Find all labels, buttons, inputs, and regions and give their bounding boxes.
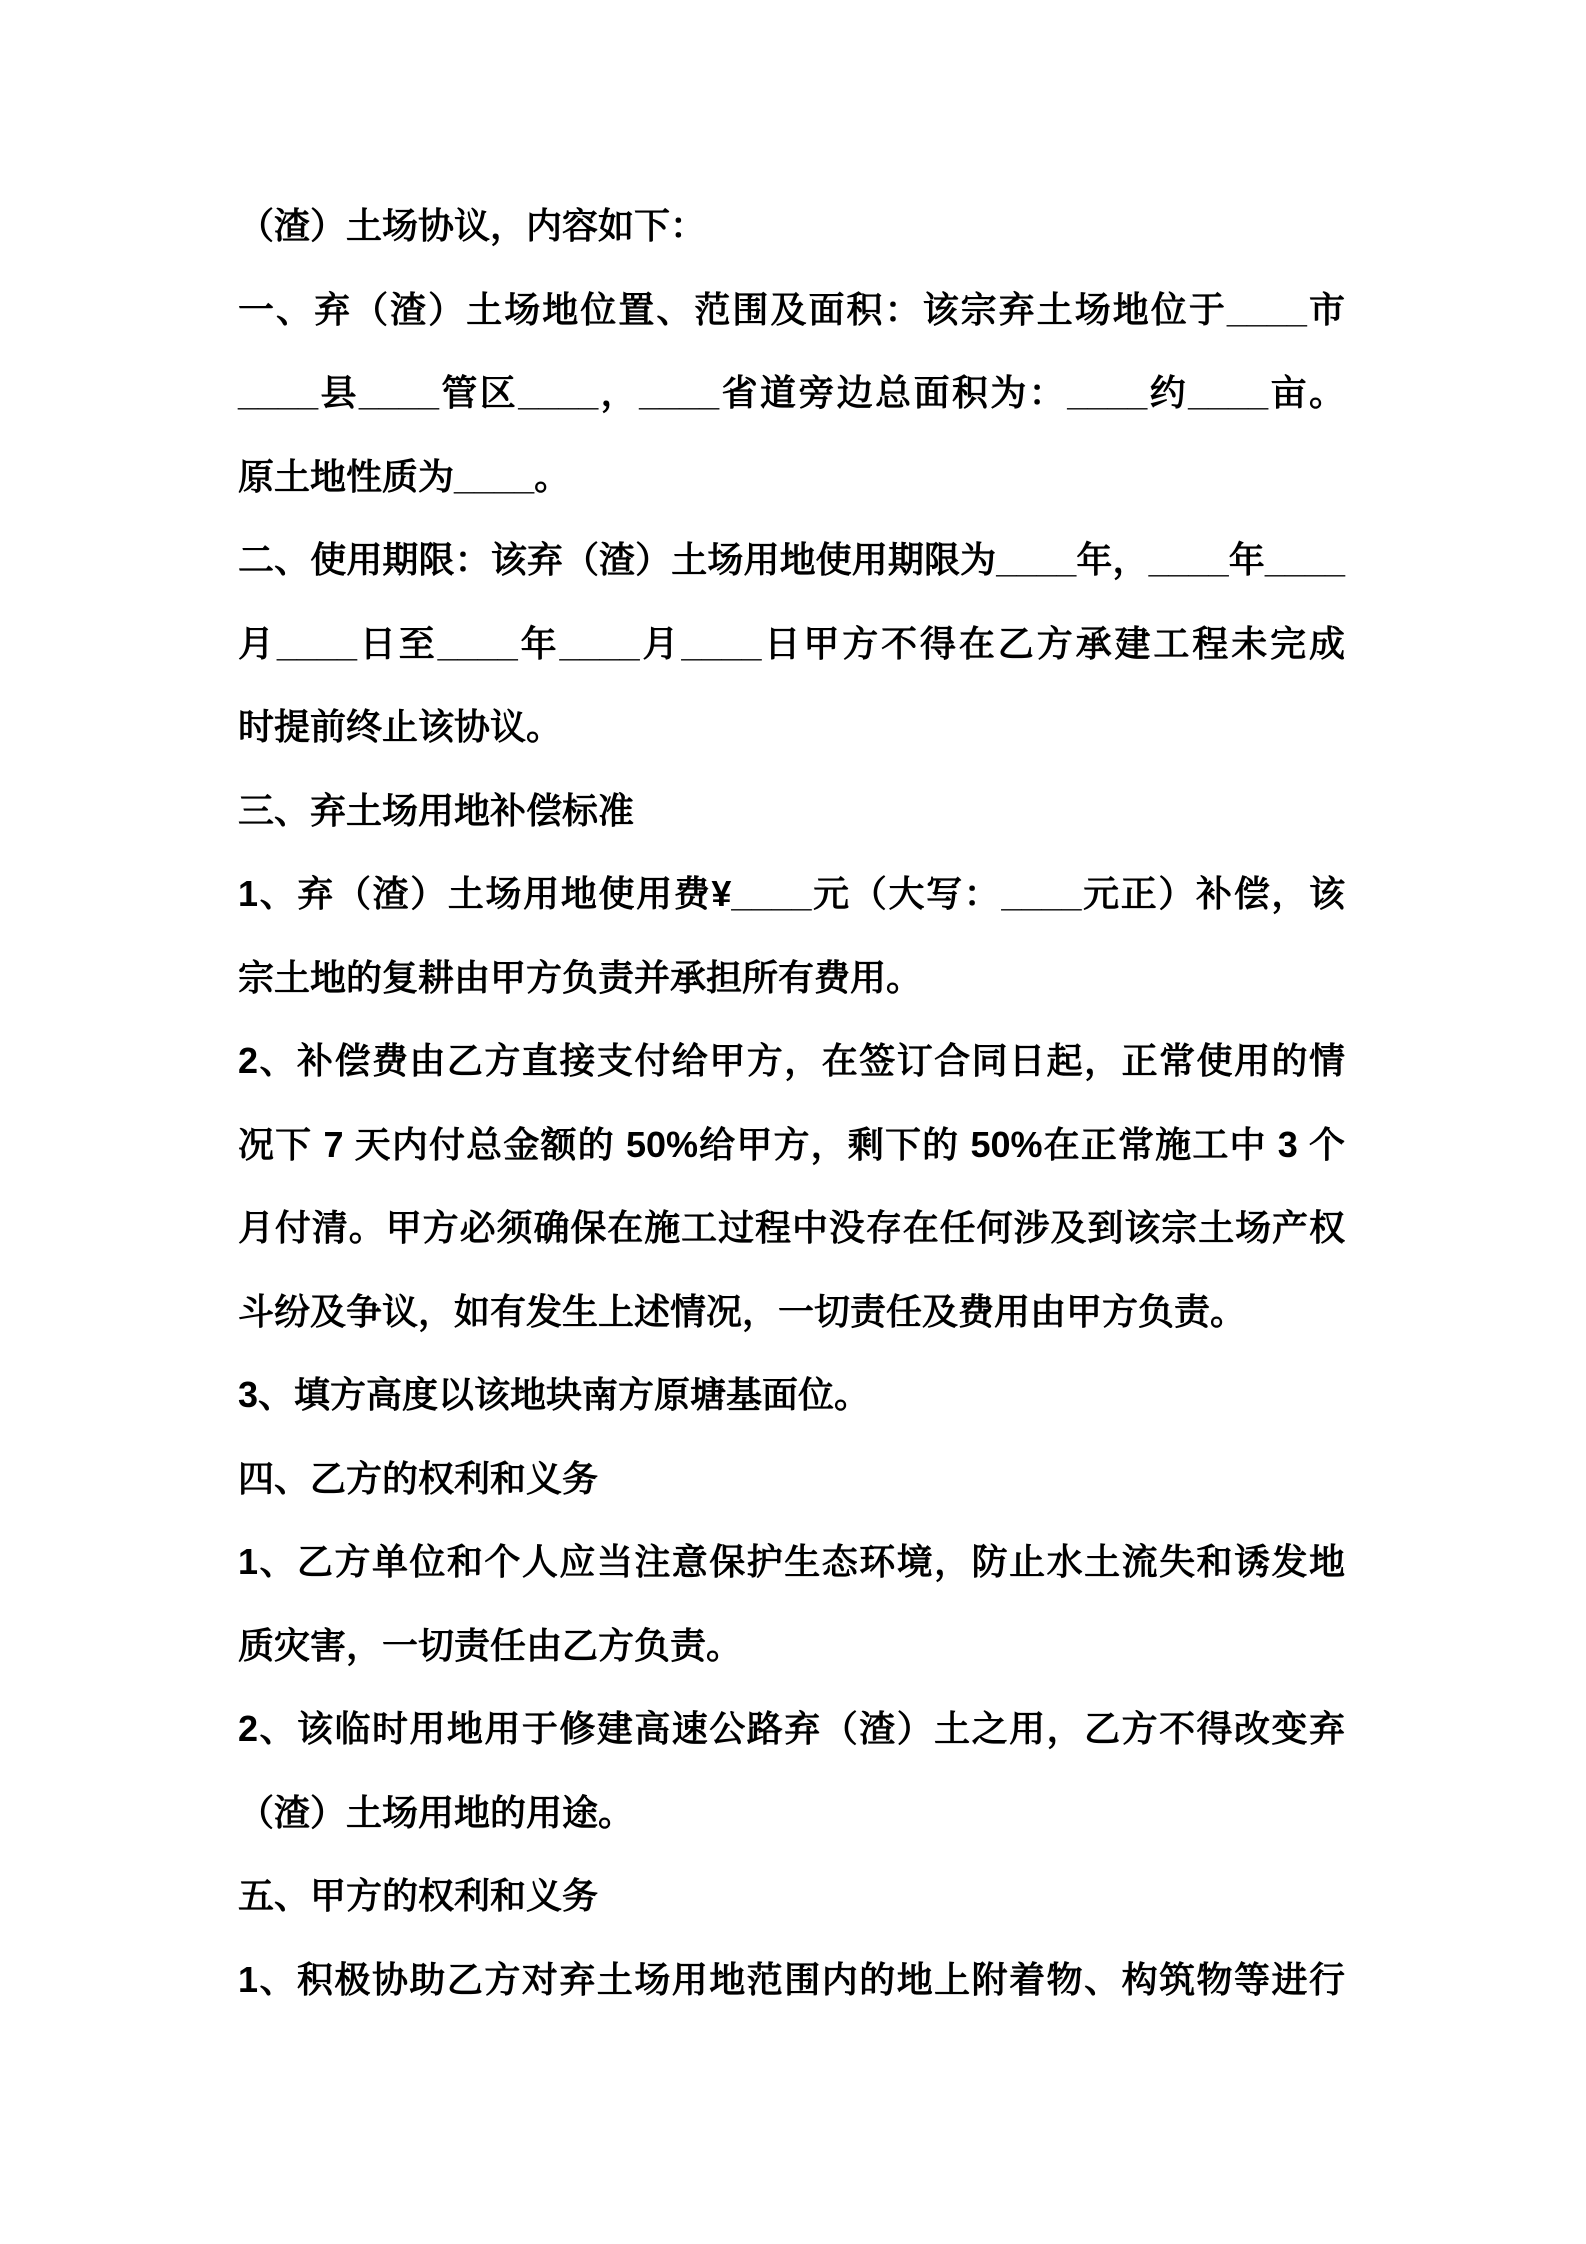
text-line: 五、甲方的权利和义务: [238, 1875, 599, 1916]
text-line: 况下 7 天内付总金额的 50%给甲方，剩下的 50%在正常施工中 3 个: [238, 1123, 1345, 1165]
text-line: 月付清。甲方必须确保在施工过程中没存在任何涉及到该宗土场产权: [238, 1207, 1345, 1248]
text-line: 时提前终止该协议。: [238, 706, 563, 747]
text-line: ____县____管区____，____省道旁边总面积为：____约____亩。: [238, 372, 1345, 413]
text-line: 1、乙方单位和个人应当注意保护生态环境，防止水土流失和诱发地: [238, 1541, 1345, 1582]
text-line: 1、积极协助乙方对弃土场用地范围内的地上附着物、构筑物等进行: [238, 1958, 1345, 2000]
text-line: 斗纷及争议，如有发生上述情况，一切责任及费用由甲方负责。: [238, 1290, 1247, 1332]
text-line: 3、填方高度以该地块南方原塘基面位。: [238, 1374, 871, 1415]
text-line: 2、补偿费由乙方直接支付给甲方，在签订合同日起，正常使用的情: [238, 1040, 1345, 1081]
document-lines: [238, 184, 1345, 2021]
text-line: 宗土地的复耕由甲方负责并承担所有费用。: [238, 956, 923, 998]
text-line: （渣）土场用地的用途。: [238, 1791, 635, 1833]
text-line: 四、乙方的权利和义务: [238, 1457, 599, 1499]
text-line: 二、使用期限：该弃（渣）土场用地使用期限为____年，____年____: [238, 539, 1345, 580]
text-line: 质灾害，一切责任由乙方负责。: [238, 1624, 743, 1666]
text-line: 1、弃（渣）土场用地使用费¥____元（大写：____元正）补偿，该: [238, 873, 1345, 914]
text-line: 原土地性质为____。: [238, 455, 571, 497]
text-line: （渣）土场协议，内容如下：: [238, 205, 707, 246]
text-line: 一、弃（渣）土场地位置、范围及面积：该宗弃土场地位于____市: [238, 288, 1345, 330]
text-line: 三、弃土场用地补偿标准: [238, 789, 635, 831]
text-line: 月____日至____年____月____日甲方不得在乙方承建工程未完成: [238, 622, 1345, 664]
text-line: 2、该临时用地用于修建高速公路弃（渣）土之用，乙方不得改变弃: [238, 1708, 1345, 1749]
